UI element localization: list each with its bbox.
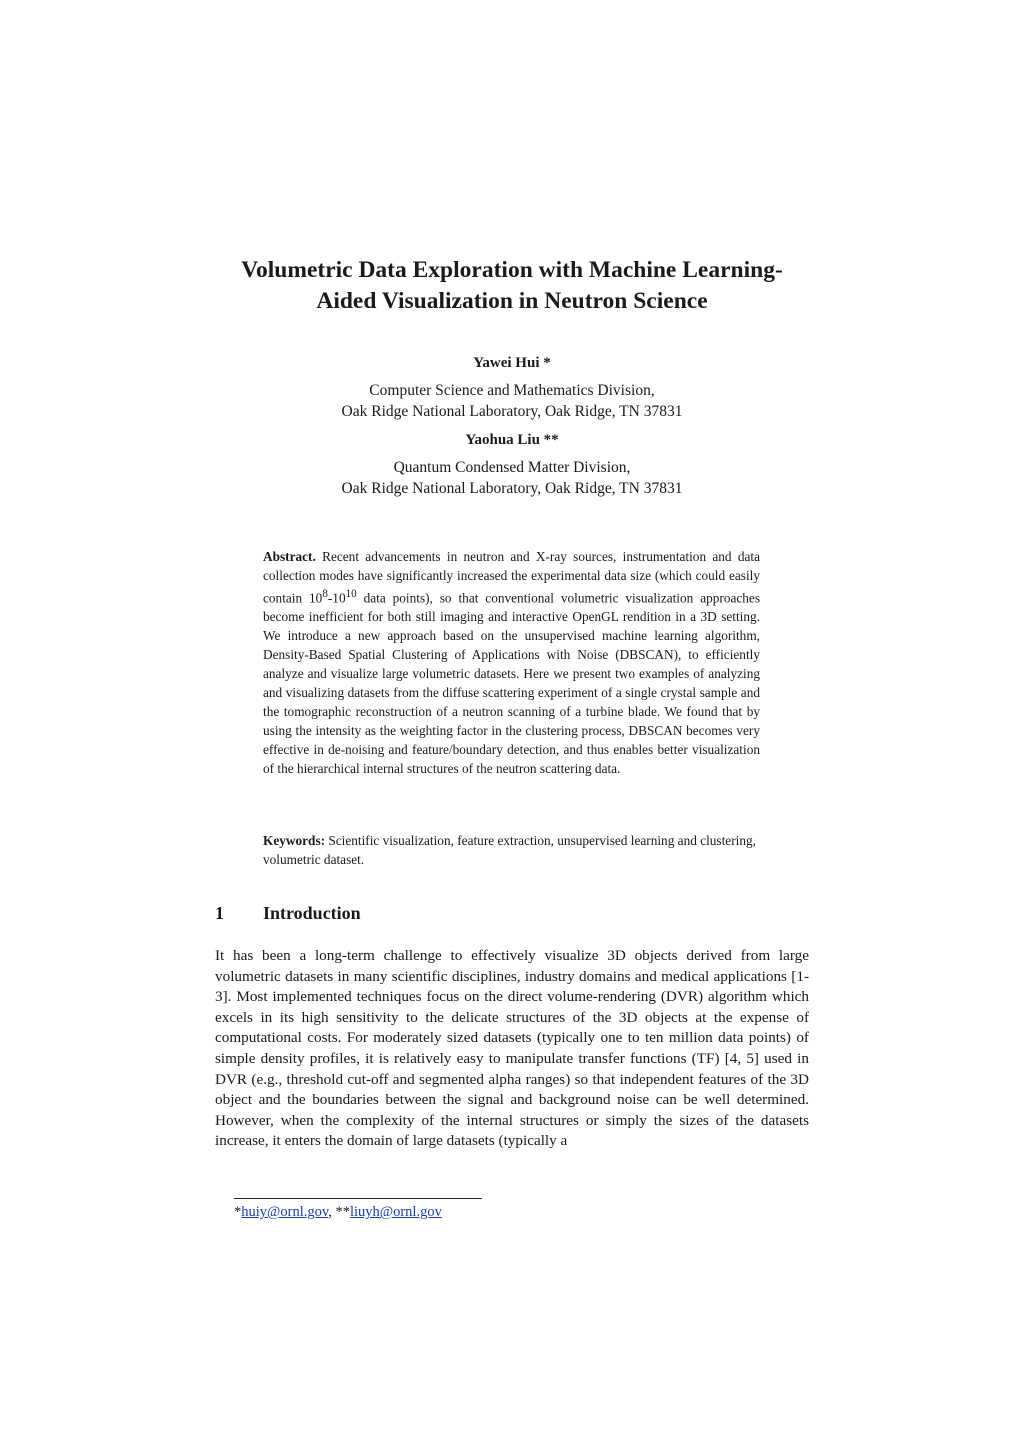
affiliation-2-line-2: Oak Ridge National Laboratory, Oak Ridge, TN 37831 bbox=[341, 479, 683, 497]
abstract-text-2: -10 bbox=[327, 590, 346, 606]
email-link-hui[interactable]: huiy@ornl.gov bbox=[241, 1204, 329, 1220]
introduction-paragraph: It has been a long-term challenge to effectively visualize 3D objects derived from large volumetric datasets in many scientific disciplines, industry domains and medical applications [1-3]. Most implemented techniques focus on the direct volume-rendering (DVR) algorithm which excels in its high sensitivity to the delicate structures of the 3D objects at the expense of computational costs. For moderately sized datasets (typically one to ten million data points) of simple density profiles, it is relatively easy to manipulate transfer functions (TF) [4, 5] used in DVR (e.g., threshold cut-off and segmented alpha ranges) so that independent features of the 3D object and the boundaries between the signal and background noise can be well determined. However, when the complexity of the internal structures or simply the sizes of the datasets increase, it enters the domain of large datasets (typically a bbox=[215, 947, 809, 1150]
footnote-marker-1: * bbox=[234, 1204, 242, 1220]
section-title: Introduction bbox=[263, 903, 361, 923]
section-heading-introduction bbox=[215, 901, 361, 925]
author-block bbox=[200, 354, 824, 499]
keywords-text: Scientific visualization, feature extraction, unsupervised learning and clustering, volumetric dataset. bbox=[263, 833, 756, 867]
footnote-separator: , ** bbox=[328, 1204, 350, 1220]
author-affiliation-1 bbox=[200, 381, 824, 422]
keywords-label: Keywords: bbox=[263, 833, 326, 848]
footnote bbox=[234, 1202, 442, 1222]
abstract-text-3: data points), so that conventional volumetric visualization approaches become inefficient for both still imaging and interactive OpenGL rendition in a 3D setting. We introduce a new approach based on the unsupervised machine learning algorithm, Density-Based Spatial Clustering of Applications with Noise (DBSCAN), to efficiently analyze and visualize large volumetric datasets. Here we present two examples of analyzing and visualizing datasets from the diffuse scattering experiment of a single crystal sample and the tomographic reconstruction of a neutron scanning of a turbine blade. We found that by using the intensity as the weighting factor in the clustering process, DBSCAN becomes very effective in de-noising and feature/boundary detection, and thus enables better visualization of the hierarchical internal structures of the neutron scattering data. bbox=[263, 590, 760, 777]
email-link-liu[interactable]: liuyh@ornl.gov bbox=[349, 1204, 442, 1220]
abstract bbox=[263, 547, 760, 778]
abstract-label: Abstract. bbox=[263, 549, 316, 564]
title-line-2: Aided Visualization in Neutron Science bbox=[316, 288, 708, 314]
abstract-text-1: Recent advancements in neutron and X-ray sources, instrumentation and data collection modes have significantly increased the experimental data size (which could easily contain 10 bbox=[263, 549, 760, 606]
keywords bbox=[263, 831, 760, 869]
abstract-exponent-1: 8 bbox=[322, 588, 328, 600]
author-name-1: Yawei Hui * bbox=[473, 355, 551, 371]
abstract-exponent-2: 10 bbox=[345, 588, 357, 600]
affiliation-1-line-2: Oak Ridge National Laboratory, Oak Ridge, TN 37831 bbox=[341, 402, 683, 420]
affiliation-2-line-1: Quantum Condensed Matter Division, bbox=[393, 459, 631, 476]
author-name-2: Yaohua Liu ** bbox=[465, 432, 559, 448]
title-line-1: Volumetric Data Exploration with Machine Learning- bbox=[241, 257, 783, 283]
paper-title bbox=[200, 255, 824, 317]
footnote-rule bbox=[234, 1198, 482, 1199]
author-affiliation-2 bbox=[200, 458, 824, 499]
affiliation-1-line-1: Computer Science and Mathematics Division, bbox=[369, 382, 655, 399]
section-number: 1 bbox=[215, 903, 224, 923]
